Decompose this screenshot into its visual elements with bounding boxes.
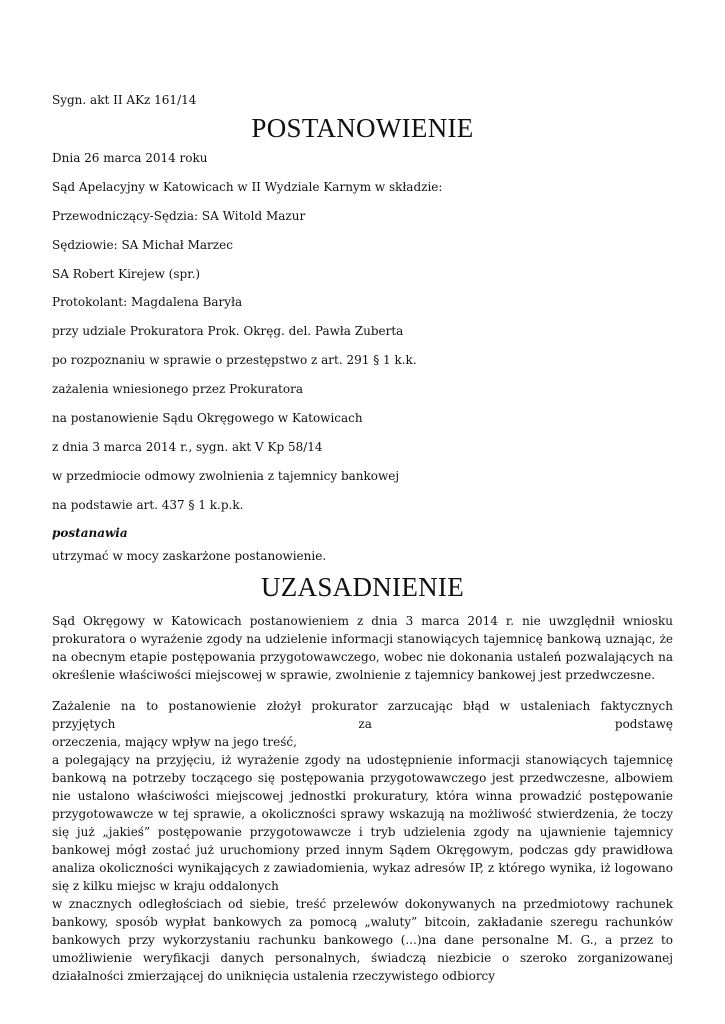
appealed-decision-date-line: z dnia 3 marca 2014 r., sygn. akt V Kp 58/14 xyxy=(52,439,323,454)
legal-basis-line: na podstawie art. 437 § 1 k.p.k. xyxy=(52,497,244,512)
complaint-line: zażalenia wniesionego przez Prokuratora xyxy=(52,382,303,397)
document-page xyxy=(52,93,673,985)
justification-paragraph-4: w znacznych odległościach od siebie, treść przelewów dokonywanych na przedmiotowy rachunek bankowy, sposób wypłat bankowych za pomocą „waluty” bitcoin, zakładanie szeregu rachunków bankowych przy wykorzystaniu rachunku bankowego (...)na dane personalne M. G., a przez to umożliwienie weryfikacji danych personalnych, świadczą niezbicie o szeroko zorganizowanej działalności zmierzającej do uniknięcia ustalenia rzeczywistego odbiorcy xyxy=(52,896,673,983)
justification-paragraph-1: Sąd Okręgowy w Katowicach postanowieniem z dnia 3 marca 2014 r. nie uwzględnił wniosku prokuratora o wyrażenie zgody na udzielenie informacji stanowiących tajemnicę bankową uznając, że na obecnym etapie postępowania przygotowawczego, wobec nie dokonania ustaleń pozwalających na określenie właściwości miejscowej w sprawie, zwolnienie z tajemnicy bankowej jest przedwczesne. xyxy=(52,613,673,682)
case-number: Sygn. akt II AKz 161/14 xyxy=(52,93,197,107)
decision-text: utrzymać w mocy zaskarżone postanowienie. xyxy=(52,548,327,563)
justification-paragraph-2 xyxy=(52,697,673,751)
appealed-decision-line: na postanowienie Sądu Okręgowego w Katowicach xyxy=(52,411,363,426)
prosecutor-line: przy udziale Prokuratora Prok. Okręg. del. Pawła Zuberta xyxy=(52,324,404,339)
paragraph-2-line-2: orzeczenia, mający wpływ na jego treść, xyxy=(52,734,297,749)
presiding-judge-line: Przewodniczący-Sędzia: SA Witold Mazur xyxy=(52,208,306,223)
clerk-line: Protokolant: Magdalena Baryła xyxy=(52,295,243,310)
justification-title: UZASADNIENIE xyxy=(260,571,465,602)
document-title: POSTANOWIENIE xyxy=(251,113,474,143)
judges-line: Sędziowie: SA Michał Marzec xyxy=(52,237,233,252)
justification-paragraph-3: a polegający na przyjęciu, iż wyrażenie zgody na udostępnienie informacji stanowiących tajemnicę bankową na potrzeby toczącego się postępowania przygotowawczego jest przedwczesne, albowiem nie ustalono właściwości miejscowej jednostki prokuratury, która winna prowadzić postępowanie przygotowawcze w tej sprawie, a okoliczności sprawy wskazują na możliwość stwierdzenia, że toczy się już „jakieś” postępowanie przygotowawcze i tryb udzielenia zgody na ujawnienie tajemnicy bankowej mógł zostać już uruchomiony przed innym Sądem Okręgowym, podczas gdy prawidłowa analiza okoliczności wynikających z zawiadomienia, wykaz adresów IP, z którego wynika, iż logowano się z kilku miejsc w kraju oddalonych xyxy=(52,752,673,893)
header-block xyxy=(52,151,673,512)
decision-word: postanawia xyxy=(52,525,128,540)
court-line: Sąd Apelacyjny w Katowicach w II Wydziale Karnym w składzie: xyxy=(52,179,443,194)
date-line: Dnia 26 marca 2014 roku xyxy=(52,151,208,165)
paragraph-2-line-1: Zażalenie na to postanowienie złożył prokurator zarzucając błąd w ustaleniach faktycznych przyjętych za podstawę xyxy=(52,698,673,731)
judge-rapporteur-line: SA Robert Kirejew (spr.) xyxy=(52,266,201,281)
subject-line: w przedmiocie odmowy zwolnienia z tajemnicy bankowej xyxy=(52,468,400,483)
offence-line: po rozpoznaniu w sprawie o przestępstwo z art. 291 § 1 k.k. xyxy=(52,353,417,368)
